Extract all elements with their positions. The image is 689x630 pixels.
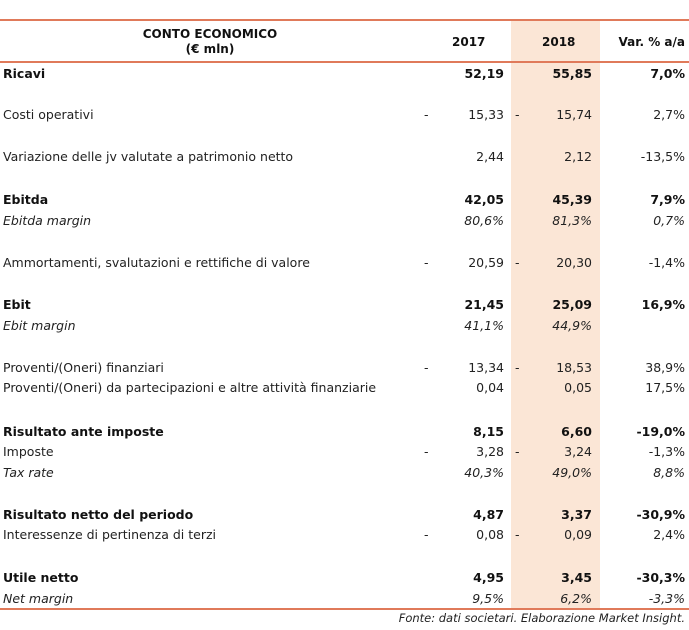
row-label: Risultato ante imposte [3, 424, 164, 439]
value-var: 2,4% [653, 527, 685, 542]
value-2018: 44,9% [552, 318, 592, 333]
table-row [0, 191, 689, 209]
value-var: 17,5% [645, 380, 685, 395]
value-2017: 42,05 [464, 192, 504, 207]
row-label: Interessenze di pertinenza di terzi [3, 527, 217, 542]
row-label: Proventi/(Oneri) da partecipazioni e altre attività finanziarie [3, 380, 377, 395]
sign-2017: - [424, 255, 429, 270]
value-2018: 0,05 [564, 380, 592, 395]
value-2018: 20,30 [556, 255, 592, 270]
value-var: -30,9% [636, 507, 685, 522]
table-row [0, 379, 689, 397]
value-2017: 52,19 [464, 66, 504, 81]
bottom-border [0, 608, 689, 610]
value-2018: 0,09 [564, 527, 592, 542]
row-label: Variazione delle jv valutate a patrimonio netto [3, 149, 294, 164]
sign-2018: - [515, 107, 520, 122]
table-row [0, 590, 689, 608]
value-var: -3,3% [648, 591, 685, 606]
value-2017: 80,6% [464, 213, 504, 228]
value-2017: 41,1% [464, 318, 504, 333]
value-2017: 8,15 [473, 424, 504, 439]
row-label: Ebitda margin [3, 213, 92, 228]
value-2017: 0,04 [476, 380, 504, 395]
top-border [0, 19, 689, 21]
sign-2017: - [424, 444, 429, 459]
value-2017: 21,45 [464, 297, 504, 312]
sign-2017: - [424, 360, 429, 375]
table-row [0, 254, 689, 272]
value-2018: 18,53 [556, 360, 592, 375]
value-2018: 49,0% [552, 465, 592, 480]
value-2017: 15,33 [468, 107, 504, 122]
table-row [0, 464, 689, 482]
table-title [120, 27, 300, 57]
sign-2018: - [515, 527, 520, 542]
table-row [0, 296, 689, 314]
row-label: Risultato netto del periodo [3, 507, 194, 522]
table-title-line2: (€ mln) [185, 42, 235, 56]
header-border [0, 61, 689, 63]
value-2018: 2,12 [564, 149, 592, 164]
value-var: -13,5% [640, 149, 685, 164]
value-var: 7,0% [650, 66, 685, 81]
table-row [0, 65, 689, 83]
table-row [0, 106, 689, 124]
value-2017: 20,59 [468, 255, 504, 270]
table-title-line1: CONTO ECONOMICO [142, 27, 278, 41]
value-2017: 4,95 [473, 570, 504, 585]
value-2018: 3,45 [561, 570, 592, 585]
sign-2017: - [424, 527, 429, 542]
sign-2018: - [515, 444, 520, 459]
row-label: Costi operativi [3, 107, 94, 122]
row-label: Ebitda [3, 192, 49, 207]
value-2017: 40,3% [464, 465, 504, 480]
value-2018: 15,74 [556, 107, 592, 122]
table-row [0, 148, 689, 166]
value-2017: 13,34 [468, 360, 504, 375]
value-var: 2,7% [653, 107, 685, 122]
table-row [0, 569, 689, 587]
table-row [0, 212, 689, 230]
value-2017: 2,44 [476, 149, 504, 164]
value-var: 0,7% [653, 213, 685, 228]
value-2017: 4,87 [473, 507, 504, 522]
row-label: Net margin [3, 591, 74, 606]
col-header-2018: 2018 [542, 35, 576, 49]
value-var: -30,3% [636, 570, 685, 585]
col-header-var: Var. % a/a [618, 35, 685, 49]
row-label: Proventi/(Oneri) finanziari [3, 360, 164, 375]
sign-2018: - [515, 360, 520, 375]
row-label: Ammortamenti, svalutazioni e rettifiche di valore [3, 255, 310, 270]
value-2017: 9,5% [472, 591, 504, 606]
source-note: Fonte: dati societari. Elaborazione Market Insight. [398, 611, 685, 625]
value-2018: 3,24 [564, 444, 592, 459]
row-label: Utile netto [3, 570, 79, 585]
value-var: 38,9% [645, 360, 685, 375]
row-label: Tax rate [3, 465, 54, 480]
value-var: -1,3% [648, 444, 685, 459]
sign-2018: - [515, 255, 520, 270]
row-label: Ebit margin [3, 318, 76, 333]
value-2017: 3,28 [476, 444, 504, 459]
row-label: Ricavi [3, 66, 46, 81]
table-row [0, 359, 689, 377]
table-row [0, 317, 689, 335]
value-var: 8,8% [653, 465, 685, 480]
value-var: 7,9% [650, 192, 685, 207]
sign-2017: - [424, 107, 429, 122]
row-label: Ebit [3, 297, 31, 312]
value-2018: 25,09 [552, 297, 592, 312]
table-row [0, 443, 689, 461]
table-row [0, 526, 689, 544]
value-2017: 0,08 [476, 527, 504, 542]
row-label: Imposte [3, 444, 54, 459]
col-header-2017: 2017 [452, 35, 486, 49]
value-var: -1,4% [648, 255, 685, 270]
value-2018: 3,37 [561, 507, 592, 522]
value-2018: 6,60 [561, 424, 592, 439]
value-2018: 6,2% [560, 591, 592, 606]
value-var: -19,0% [636, 424, 685, 439]
table-row [0, 506, 689, 524]
value-var: 16,9% [641, 297, 685, 312]
value-2018: 45,39 [552, 192, 592, 207]
value-2018: 55,85 [552, 66, 592, 81]
table-row [0, 423, 689, 441]
value-2018: 81,3% [552, 213, 592, 228]
